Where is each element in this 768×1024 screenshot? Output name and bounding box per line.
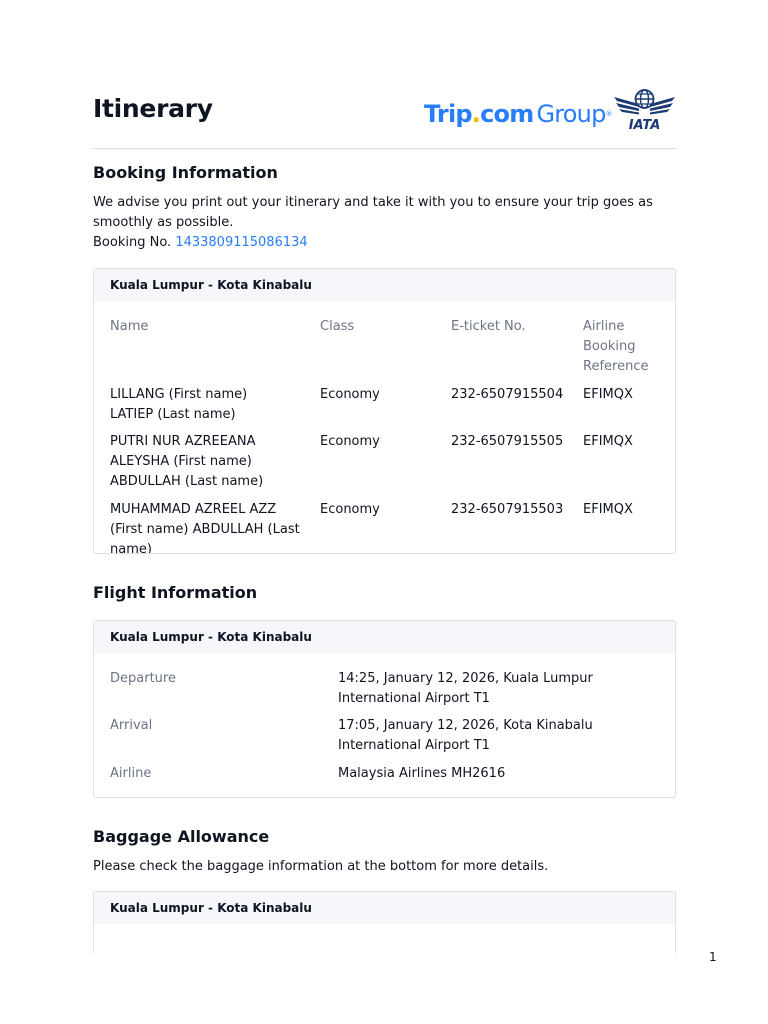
arrival-label: Arrival <box>110 718 153 733</box>
passenger-class: Economy <box>320 387 380 402</box>
baggage-note-text: Please check the baggage information at the bottom for more details. <box>93 859 549 874</box>
header <box>93 88 676 149</box>
logo-trademark: ® <box>605 110 612 118</box>
booking-advice-text: We advise you print out your itinerary and take it with you to ensure your trip goes as smoothly as possible. <box>93 195 653 230</box>
logo-dot: . <box>471 100 481 128</box>
booking-number-link[interactable]: 1433809115086134 <box>175 235 308 250</box>
passenger-class: Economy <box>320 434 380 449</box>
departure-value: 14:25, January 12, 2026, Kuala Lumpur International Airport T1 <box>338 671 593 706</box>
arrival-value: 17:05, January 12, 2026, Kota Kinabalu International Airport T1 <box>338 718 593 753</box>
booking-route-header: Kuala Lumpur - Kota Kinabalu <box>94 269 675 301</box>
airline-label: Airline <box>110 766 152 781</box>
column-header-eticket: E-ticket No. <box>451 319 526 334</box>
passenger-eticket: 232-6507915505 <box>451 434 564 449</box>
passenger-name: PUTRI NUR AZREEANA ALEYSHA (First name) ABDULLAH (Last name) <box>110 434 264 489</box>
departure-label: Departure <box>110 671 176 686</box>
passenger-booking-reference: EFIMQX <box>583 387 633 402</box>
logo-trip-text: Trip <box>424 100 472 128</box>
column-header-booking-reference: Airline Booking Reference <box>583 319 649 374</box>
flight-information-title: Flight Information <box>93 583 258 602</box>
passenger-booking-reference: EFIMQX <box>583 434 633 449</box>
booking-passengers-card <box>93 268 676 554</box>
passenger-class: Economy <box>320 502 380 517</box>
page-number: 1 <box>709 950 717 964</box>
baggage-allowance-title: Baggage Allowance <box>93 827 270 846</box>
baggage-card <box>93 891 676 953</box>
passenger-eticket: 232-6507915504 <box>451 387 564 402</box>
booking-number-label: Booking No. <box>93 235 172 250</box>
passenger-eticket: 232-6507915503 <box>451 502 564 517</box>
page-title: Itinerary <box>93 94 213 123</box>
column-header-class: Class <box>320 319 355 334</box>
passenger-name: LILLANG (First name) LATIEP (Last name) <box>110 387 248 422</box>
baggage-route-header: Kuala Lumpur - Kota Kinabalu <box>94 892 675 924</box>
passenger-name: MUHAMMAD AZREEL AZZ (First name) ABDULLAH (Last name) <box>110 502 300 554</box>
airline-value: Malaysia Airlines MH2616 <box>338 766 506 781</box>
booking-number-line <box>93 233 676 253</box>
iata-logo-text: IATA <box>628 118 661 132</box>
iata-logo <box>613 88 676 132</box>
flight-details-card <box>93 620 676 798</box>
column-header-name: Name <box>110 319 149 334</box>
booking-information-title: Booking Information <box>93 163 278 182</box>
logo-com-text: com <box>480 100 534 128</box>
flight-route-header: Kuala Lumpur - Kota Kinabalu <box>94 621 675 653</box>
trip-com-group-logo <box>424 99 612 129</box>
logo-group-text: Group <box>536 100 606 128</box>
passenger-booking-reference: EFIMQX <box>583 502 633 517</box>
